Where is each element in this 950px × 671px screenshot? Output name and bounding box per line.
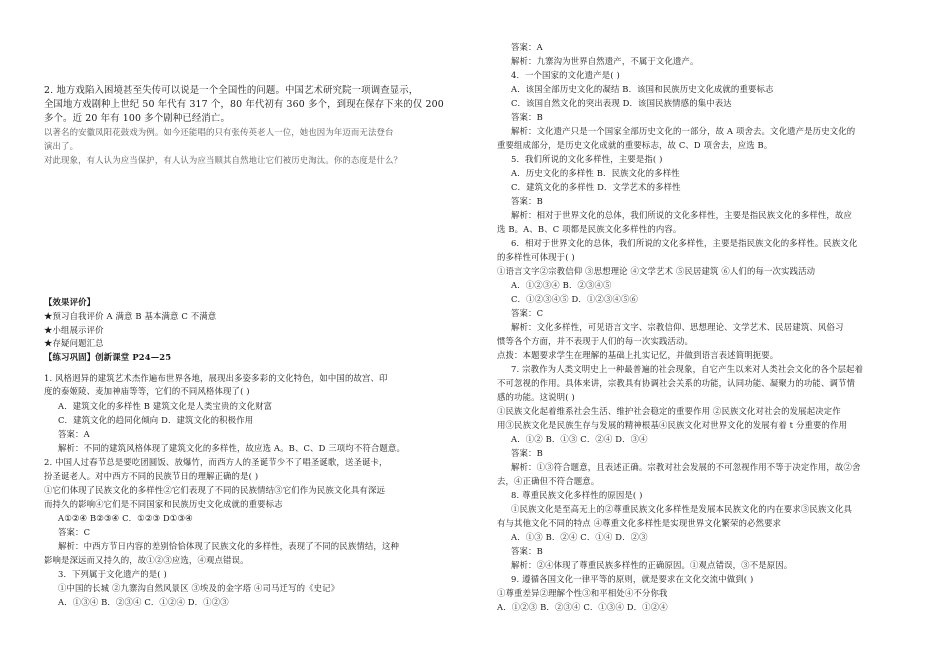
practice-line: 1. 风格迥异的建筑艺术杰作遍布世界各地，展现出多姿多彩的文化特色，如中国的故宫、印 (44, 373, 388, 383)
note-line: 演出了。 (44, 141, 79, 151)
practice-line: 扮圣诞老人。对中西方不同的民族节日的理解正确的是( ) (44, 471, 259, 481)
option-line: ①民族文化是至高无上的②尊重民族文化多样性是发展本民族文化的内在要求③民族文化具 (511, 504, 852, 514)
analysis-line: 选 B。A、B、C 项都是民族文化多样性的内容。 (497, 224, 682, 234)
hint-line: 点拨：本题要求学生在理解的基础上扎实记忆，并做到语言表述简明扼要。 (497, 350, 779, 360)
practice-line: A①②④ B②③④ C．①②③ D①③④ (58, 513, 193, 523)
answer-line: 答案：B (511, 448, 543, 458)
evaluation-line: ★预习自我评价 A 满意 B 基本满意 C 不满意 (44, 311, 217, 321)
option-line: 用③民族文化是民族生存与发展的精神根基④民族文化对世界文化的发展有着 t 分重要的作用 (497, 420, 848, 430)
intro-line: 2. 地方戏陷入困境甚至失传可以说是一个全国性的问题。中国艺术研究院一项调查显示， (44, 85, 419, 96)
practice-line: 度的泰姬陵、麦加神庙等等，它们的不同风格体现了( ) (44, 386, 250, 396)
practice-line: 答案：A (58, 429, 90, 439)
practice-line: ①它们体现了民族文化的多样性②它们表现了不同的民族情结③它们作为民族文化具有深远 (44, 485, 385, 495)
answer-line: 答案：B (511, 112, 543, 122)
note-line: 对此现象，有人认为应当保护，有人认为应当顺其自然地让它们被历史淘汰。你的态度是什么？ (44, 155, 403, 165)
evaluation-line: ★存疑问题汇总 (44, 338, 104, 348)
analysis-line: 去，④正确但不符合题意。 (497, 476, 600, 486)
practice-heading: 【练习巩固】创新课堂 P24—25 (44, 352, 172, 362)
question-line: 5．我们所说的文化多样性，主要是指( ) (511, 154, 663, 164)
practice-line: C．建筑文化的趋同化倾向 D．建筑文化的积极作用 (58, 415, 254, 425)
evaluation-heading: 【效果评价】 (44, 297, 96, 307)
practice-line: A．①③④ B．②③④ C．①②④ D．①②③ (58, 597, 229, 607)
practice-line: 影响是深远而又持久的，故①②③应选，④观点错误。 (44, 555, 249, 565)
note-line: 以著名的安徽凤阳花鼓戏为例。如今还能唱的只有张传英老人一位，她也因为年迈而无法登台 (44, 127, 394, 137)
analysis-line: 重要组成部分，是历史文化成就的重要标志，故 C、D 项舍去，应选 B。 (497, 140, 773, 150)
option-line: C．①②③④⑤ D．①②③④⑤⑥ (511, 294, 639, 304)
practice-line: ①中国的长城 ②九寨沟自然风景区 ③埃及的金字塔 ④司马迁写的《史记》 (58, 583, 340, 593)
question-line: 6．相对于世界文化的总体，我们所说的文化多样性，主要是指民族文化的多样性。民族文化 (511, 238, 858, 248)
practice-line: 2. 中国人过春节总是要吃团圆饭、放爆竹，而西方人的圣诞节少不了唱圣诞歌，送圣诞卡， (44, 457, 388, 467)
practice-line: A．建筑文化的多样性 B 建筑文化是人类宝贵的文化财富 (58, 401, 273, 411)
intro-line: 全国地方戏剧种上世纪 50 年代有 317 个，80 年代初有 360 多个，到现在保存下来的仅 200 (44, 99, 444, 110)
option-line: C．建筑文化的多样性 D．文学艺术的多样性 (511, 182, 681, 192)
analysis-line: 解析：②④体现了尊重民族多样性的正确原因。①观点错误，③不是原因。 (511, 560, 793, 570)
option-line: A．①③ B．②④ C．①④ D．②③ (511, 532, 648, 542)
practice-line: 答案：C (58, 527, 91, 537)
question-line: 不可忽视的作用。具体来讲，宗教具有协调社会关系的功能，认同功能、凝聚力的功能、调节情 (497, 378, 856, 388)
analysis-line: 解析：九寨沟为世界自然遗产，不属于文化遗产。 (511, 56, 699, 66)
question-line: 4．一个国家的文化遗产是( ) (511, 70, 620, 80)
practice-line: 而持久的影响④它们是不同国家和民族历史文化成就的重要标志 (44, 499, 283, 509)
question-line: 的多样性可体现于( ) (497, 252, 575, 262)
analysis-line: 解析：①③符合题意，且表述正确。宗教对社会发展的不可忽视作用不等于决定作用，故②舍 (511, 462, 861, 472)
option-line: 有与其他文化不同的特点 ④尊重文化多样性是实现世界文化繁荣的必然要求 (497, 518, 782, 528)
analysis-line: 解析：相对于世界文化的总体，我们所说的文化多样性，主要是指民族文化的多样性，故应 (511, 210, 852, 220)
answer-line: 答案：A (511, 42, 543, 52)
option-line: A．①② B．①③ C．②④ D．③④ (511, 434, 648, 444)
option-line: A．该国全部历史文化的凝结 B．该国和民族历史文化成就的重要标志 (511, 84, 774, 94)
option-line: ①民族文化起着维系社会生活、维护社会稳定的重要作用 ②民族文化对社会的发展起决定作 (497, 406, 841, 416)
practice-line: 3．下列属于文化遗产的是( ) (58, 569, 167, 579)
option-line: A．①②③④ B．②③④⑤ (511, 280, 612, 290)
question-line: 9. 遵循各国文化一律平等的原则，就是要求在文化交流中做到( ) (511, 574, 754, 584)
option-line: ①语言文字②宗教信仰 ③思想理论 ④文学艺术 ⑤民居建筑 ⑥人们的每一次实践活动 (497, 266, 816, 276)
analysis-line: 惯等各个方面，并不表现于人们的每一次实践活动。 (497, 336, 694, 346)
question-line: 8. 尊重民族文化多样性的原因是( ) (511, 490, 643, 500)
intro-line: 多个。近 20 年有 100 多个剧种已经消亡。 (44, 113, 230, 124)
practice-line: 解析：不同的建筑风格体现了建筑文化的多样性，故应选 A。B、C、D 三项均不符合题意。 (58, 443, 405, 453)
option-line: ①尊重差异②理解个性③和平相处④不分你我 (497, 588, 668, 598)
evaluation-line: ★小组展示评价 (44, 325, 104, 335)
answer-line: 答案：B (511, 546, 543, 556)
option-line: A．历史文化的多样性 B．民族文化的多样性 (511, 168, 680, 178)
question-line: 感的功能。这说明( ) (497, 392, 575, 402)
option-line: A．①②③ B．②③④ C．①③④ D．①②④ (497, 602, 668, 612)
practice-line: 解析：中西方节日内容的差别恰恰体现了民族文化的多样性，表现了不同的民族情结，这种 (58, 541, 399, 551)
option-line: C．该国自然文化的突出表现 D．该国民族情感的集中表达 (511, 98, 732, 108)
analysis-line: 解析：文化多样性，可见语言文字、宗教信仰、思想理论、文学艺术、民居建筑、风俗习 (511, 322, 844, 332)
analysis-line: 解析：文化遗产只是一个国家全部历史文化的一部分，故 A 项舍去。文化遗产是历史文化的 (511, 126, 856, 136)
answer-line: 答案：B (511, 196, 543, 206)
answer-line: 答案：C (511, 308, 544, 318)
question-line: 7. 宗教作为人类文明史上一种最普遍的社会现象，自它产生以来对人类社会文化的各个层起着 (511, 364, 864, 374)
